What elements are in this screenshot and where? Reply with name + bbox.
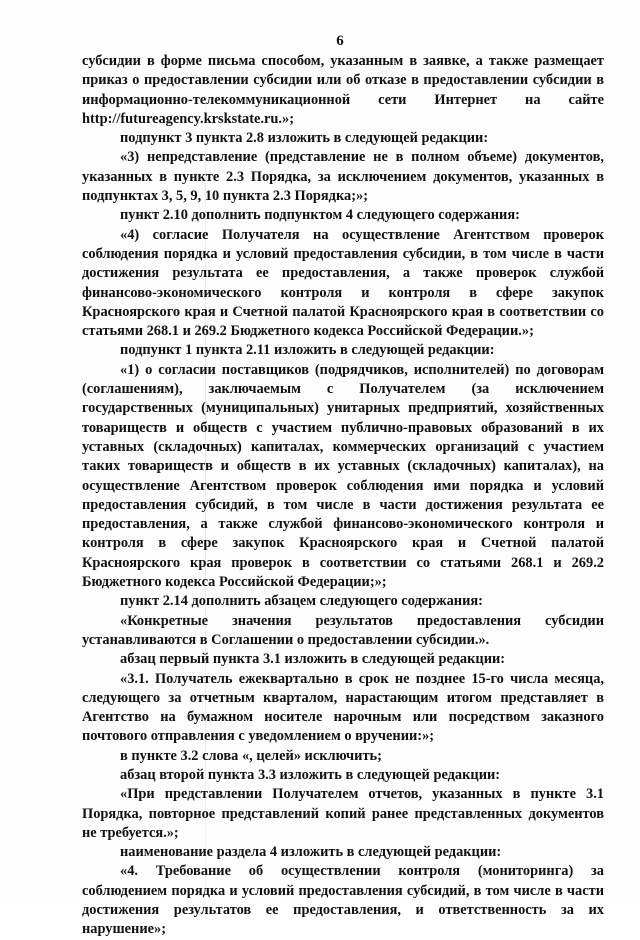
document-paragraph: «1) о согласии поставщиков (подрядчиков, исполнителей) по договорам (соглашениям), заключаемым с Получателем (за исключением государственных (муниципальных) унитарных предприятий, хозяйственных товариществ и обществ с участием публично-правовых образований в их уставных (складочных) капиталах, коммерческих организаций с участием таких товариществ и обществ в их уставных (складочных) капиталах), на осуществление Агентством проверок соблюдения ими порядка и условий предоставления субсидий, в том числе в части достижения результата ее предоставления, а также службой финансово-экономического контроля и контроля в сфере закупок Красноярского края и Счетной палатой Красноярского края проверок в соответствии со статьями 268.1 и 269.2 Бюджетного кодекса Российской Федерации;»;: [82, 361, 604, 591]
document-paragraph: «Конкретные значения результатов предоставления субсидии устанавливаются в Соглашении о предоставлении субсидии.».: [82, 612, 604, 648]
document-paragraph: «3.1. Получатель ежеквартально в срок не позднее 15-го числа месяца, следующего за отчетным кварталом, нарастающим итогом представляет в Агентство на бумажном носителе нарочным или посредством заказного почтового отправления с уведомлением о вручении:»;: [82, 670, 604, 745]
document-paragraph: «4. Требование об осуществлении контроля (мониторинга) за соблюдением порядка и условий предоставления субсидий, в том числе в части достижения результатов ее предоставления, и ответственность за их нарушение»;: [82, 863, 604, 938]
document-paragraph: в пункте 3.2 слова «, целей» исключить;: [120, 747, 382, 764]
document-paragraph: абзац второй пункта 3.3 изложить в следующей редакции:: [120, 766, 501, 783]
document-paragraph: подпункт 3 пункта 2.8 изложить в следующей редакции:: [120, 130, 489, 147]
document-paragraph: «При представлении Получателем отчетов, указанных в пункте 3.1 Порядка, повторное представлений копий ранее представленных документов не требуется.»;: [82, 786, 604, 841]
document-paragraph: наименование раздела 4 изложить в следующей редакции:: [120, 844, 502, 861]
document-paragraph: подпункт 1 пункта 2.11 изложить в следующей редакции:: [120, 342, 495, 359]
document-paragraph: субсидии в форме письма способом, указанным в заявке, а также размещает приказ о предоставлении субсидии или об отказе в предоставлении субсидии в информационно-телекоммуникационной сети Интернет на сайте http://futureagency.krskstate.ru.»;: [82, 53, 604, 127]
document-paragraph: пункт 2.14 дополнить абзацем следующего содержания:: [120, 593, 483, 610]
document-paragraph: абзац первый пункта 3.1 изложить в следующей редакции:: [120, 651, 506, 668]
document-paragraph: «3) непредставление (представление не в полном объеме) документов, указанных в пункте 2.3 Порядка, за исключением документов, указанных в подпунктах 3, 5, 9, 10 пункта 2.3 Порядка;»;: [82, 149, 604, 205]
document-paragraph: пункт 2.10 дополнить подпунктом 4 следующего содержания:: [120, 207, 520, 224]
document-body: [82, 52, 604, 940]
document-paragraph: «4) согласие Получателя на осуществление Агентством проверок соблюдения порядка и условий предоставления субсидии, в том числе в части достижения результата ее предоставления, а также проверок службой финансово-экономического контроля и контроля в сфере закупок Красноярского края и Счетной палатой Красноярского края в соответствии со статьями 268.1 и 269.2 Бюджетного кодекса Российской Федерации.»;: [82, 226, 604, 340]
page-number: 6: [336, 33, 344, 49]
